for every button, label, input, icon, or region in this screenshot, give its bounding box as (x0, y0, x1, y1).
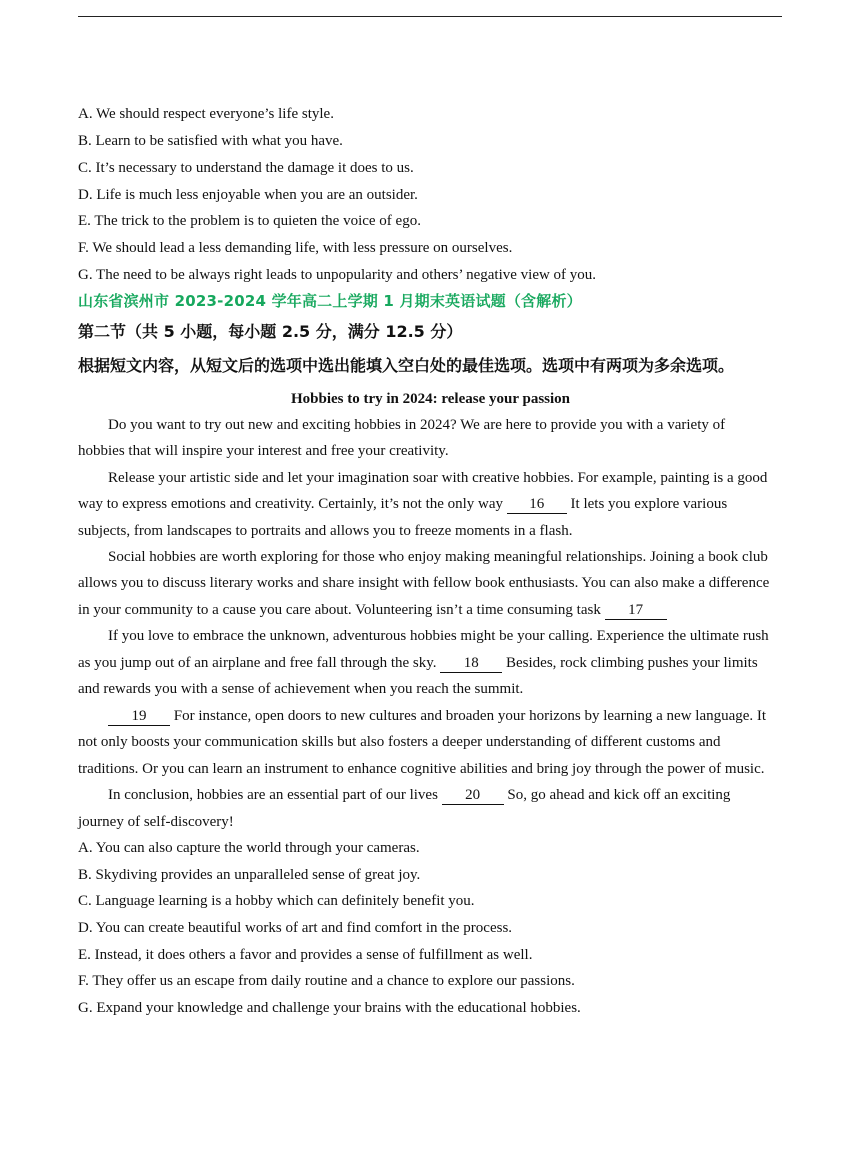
section-title: 第二节（共 5 小题，每小题 2.5 分，满分 12.5 分） (78, 322, 463, 341)
paragraph-2-line-1: Release your artistic side and let your imagination soar with creative hobbies. For example, painting is a good (108, 470, 768, 486)
paragraph-1-line-1: Do you want to try out new and exciting hobbies in 2024? We are here to provide you with a variety of (108, 417, 726, 433)
passage-title: Hobbies to try in 2024: release your passion (290, 391, 571, 407)
prev-option-e: E. The trick to the problem is to quieten the voice of ego. (78, 213, 421, 229)
paragraph-2-text-after-blank: It lets you explore various (570, 496, 728, 512)
prev-option-d: D. Life is much less enjoyable when you are an outsider. (78, 187, 418, 203)
paragraph-3-text-before-blank: in your community to a cause you care about. Volunteering isn’t a time consuming task (78, 602, 601, 618)
paragraph-5-line-1 (108, 706, 766, 726)
paragraph-4-text-after-blank: Besides, rock climbing pushes your limits (506, 655, 758, 671)
blank-18[interactable]: 18 (440, 655, 502, 673)
paragraph-6-line-1 (108, 785, 730, 805)
prev-option-a: A. We should respect everyone’s life style. (78, 106, 334, 122)
blank-17[interactable]: 17 (605, 602, 667, 620)
paragraph-6-text-before-blank: In conclusion, hobbies are an essential part of our lives (108, 787, 438, 803)
paragraph-4-line-2 (78, 653, 758, 673)
paragraph-6-line-2: journey of self-discovery! (78, 814, 234, 830)
paragraph-2-text-before-blank: way to express emotions and creativity. Certainly, it’s not the only way (78, 496, 504, 512)
option-e: E. Instead, it does others a favor and provides a sense of fulfillment as well. (78, 947, 533, 963)
paragraph-4-text-before-blank: as you jump out of an airplane and free fall through the sky. (78, 655, 437, 671)
paragraph-4-line-3: and rewards you with a sense of achievement when you reach the summit. (78, 681, 524, 697)
prev-option-b: B. Learn to be satisfied with what you have. (78, 133, 343, 149)
paragraph-4-line-1: If you love to embrace the unknown, adventurous hobbies might be your calling. Experience the ultimate rush (108, 628, 769, 644)
paragraph-5-text-after-blank: For instance, open doors to new cultures and broaden your horizons by learning a new language. It (173, 708, 767, 724)
option-c: C. Language learning is a hobby which can definitely benefit you. (78, 893, 475, 909)
paragraph-2-line-2 (78, 494, 727, 514)
paragraph-3-line-1: Social hobbies are worth exploring for those who enjoy making meaningful relationships. Joining a book club (108, 549, 768, 565)
blank-20[interactable]: 20 (442, 787, 504, 805)
option-d: D. You can create beautiful works of art and find comfort in the process. (78, 920, 513, 936)
option-f: F. They offer us an escape from daily routine and a chance to explore our passions. (78, 973, 575, 989)
paragraph-1-line-2: hobbies that will inspire your interest and free your creativity. (78, 443, 449, 459)
instruction: 根据短文内容，从短文后的选项中选出能填入空白处的最佳选项。选项中有两项为多余选项。 (78, 356, 735, 375)
paragraph-3-line-2: allows you to discuss literary works and share insight with fellow book enthusiasts. You can also make a difference (78, 575, 770, 591)
option-a: A. You can also capture the world through your cameras. (78, 840, 420, 856)
source-line: 山东省滨州市 2023-2024 学年高二上学期 1 月期末英语试题（含解析） (78, 292, 582, 310)
prev-option-c: C. It’s necessary to understand the damage it does to us. (78, 160, 414, 176)
paragraph-5-line-2: not only boosts your communication skills but also fosters a deeper understanding of different customs and (78, 734, 721, 750)
option-g: G. Expand your knowledge and challenge your brains with the educational hobbies. (78, 1000, 581, 1016)
blank-19[interactable]: 19 (108, 708, 170, 726)
paragraph-3-line-3 (78, 600, 667, 620)
paragraph-6-text-after-blank: So, go ahead and kick off an exciting (507, 787, 731, 803)
prev-option-f: F. We should lead a less demanding life, with less pressure on ourselves. (78, 240, 513, 256)
blank-16[interactable]: 16 (507, 496, 567, 514)
option-b: B. Skydiving provides an unparalleled sense of great joy. (78, 867, 421, 883)
header-rule (78, 16, 782, 17)
paragraph-2-line-3: subjects, from landscapes to portraits and allows you to freeze moments in a flash. (78, 523, 573, 539)
paragraph-5-line-3: traditions. Or you can learn an instrument to enhance cognitive abilities and bring joy through the power of music. (78, 761, 765, 777)
prev-option-g: G. The need to be always right leads to unpopularity and others’ negative view of you. (78, 267, 597, 283)
